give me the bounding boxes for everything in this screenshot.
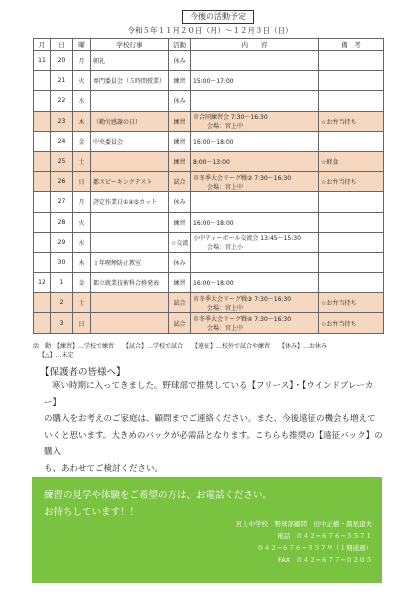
header-notes: 備 考 [319, 39, 384, 51]
weekday-cell-text: 水 [78, 239, 85, 247]
day-cell-text: 1 [59, 279, 64, 287]
day-cell-text: 27 [57, 198, 66, 206]
content-cell-text: 16:00〜18:00 [193, 138, 234, 146]
content-cell [191, 111, 319, 131]
header-day: 日 [51, 39, 73, 51]
weekday-cell [73, 51, 91, 71]
notes-cell [319, 252, 384, 272]
schedule-row [34, 273, 384, 293]
day-cell-text: 22 [57, 97, 66, 105]
school-event-cell [91, 172, 169, 192]
activity-cell-text: 休み [173, 58, 186, 66]
month-cell [34, 151, 51, 171]
day-cell [51, 313, 73, 333]
notes-cell [319, 131, 384, 151]
activity-cell-text: 練習 [173, 138, 186, 146]
header-content: 内 容 [191, 39, 319, 51]
notes-cell [319, 212, 384, 232]
day-cell [51, 91, 73, 111]
activity-cell-text: ☆交流 [171, 239, 189, 247]
weekday-cell-text: 木 [78, 118, 85, 126]
notes-cell-text: ☆お弁当持ち [321, 300, 357, 308]
month-cell [34, 111, 51, 131]
day-cell-text: 2 [59, 299, 64, 307]
schedule-row [34, 172, 384, 192]
activity-cell-text: 練習 [173, 118, 186, 126]
day-cell-text: 21 [57, 77, 66, 85]
weekday-cell [73, 131, 91, 151]
activity-cell [169, 151, 191, 171]
weekday-cell-text: 土 [78, 159, 85, 167]
activity-cell-text: 練習 [173, 159, 186, 167]
notes-cell [319, 151, 384, 171]
school-event-cell [91, 91, 169, 111]
activity-cell [169, 51, 191, 71]
content-cell-text: 市冬季大会リーグ戦② 7:30〜16:30 [193, 174, 292, 182]
school-event-cell [91, 293, 169, 313]
content-cell-text: 16:00〜18:00 [193, 280, 234, 288]
month-cell [34, 313, 51, 333]
content-cell [191, 313, 319, 333]
activity-cell [169, 91, 191, 111]
month-cell-text: 12 [38, 279, 46, 287]
venue-text: 会場：宮上小 [207, 244, 244, 252]
activity-cell [169, 252, 191, 272]
phone-label: 電話 [277, 532, 291, 540]
weekday-cell [73, 313, 91, 333]
weekday-cell [73, 252, 91, 272]
activity-cell [169, 111, 191, 131]
weekday-cell-text: 月 [78, 58, 85, 66]
content-cell [191, 192, 319, 212]
table-header-row [34, 39, 384, 51]
school-event-cell [91, 131, 169, 151]
day-cell [51, 212, 73, 232]
weekday-cell-text: 火 [78, 78, 85, 86]
school-event-cell-text: 専門委員会（５時間授業） [93, 78, 166, 86]
content-cell [191, 151, 319, 171]
weekday-cell [73, 71, 91, 91]
day-cell [51, 172, 73, 192]
weekday-cell [73, 212, 91, 232]
activity-cell-text: 試合 [173, 320, 186, 328]
month-cell-text: 11 [38, 57, 46, 65]
day-cell-text: 24 [57, 137, 66, 145]
day-cell-text: 29 [57, 238, 66, 246]
content-cell [191, 131, 319, 151]
notes-cell-text: ☆お弁当持ち [321, 179, 357, 187]
day-cell [51, 273, 73, 293]
school-event-cell-text: １年喫煙防止教室 [93, 259, 142, 267]
month-cell [34, 71, 51, 91]
notes-cell [319, 192, 384, 212]
phone-number[interactable]: ０４２−６７６−５５７９（１期通過） [257, 544, 372, 552]
notes-cell [319, 71, 384, 91]
school-event-cell-text: （勤労感謝の日） [93, 118, 142, 126]
activity-cell [169, 212, 191, 232]
school-event-cell-text: 評定作業日①④⑤カット [93, 199, 158, 207]
content-cell-text: 15:00〜17:00 [193, 78, 234, 86]
schedule-row [34, 313, 384, 333]
content-cell [191, 293, 319, 313]
notes-cell-text: ☆軽食 [321, 159, 339, 167]
activity-cell [169, 232, 191, 252]
day-cell-text: 20 [57, 57, 66, 65]
month-cell [34, 91, 51, 111]
day-cell-text: 30 [57, 258, 66, 266]
day-cell [51, 293, 73, 313]
month-cell [34, 212, 51, 232]
month-cell [34, 192, 51, 212]
contact-box [32, 477, 382, 583]
notes-cell-text: ☆お弁当持ち [321, 320, 357, 328]
notes-cell [319, 111, 384, 131]
month-cell [34, 51, 51, 71]
activity-cell-text: 休み [173, 199, 186, 207]
weekday-cell [73, 192, 91, 212]
school-event-cell [91, 212, 169, 232]
venue-text: 会場：宮上中 [207, 123, 244, 131]
schedule-row [34, 252, 384, 272]
school-event-cell [91, 313, 169, 333]
content-cell [191, 172, 319, 192]
notice-heading: 【保護者の皆様へ】 [40, 367, 126, 378]
notice-line: の購入をお考えのご家庭は、顧問までご連絡ください。また、今後遠征の機会も増えて [44, 414, 376, 424]
day-cell-text: 25 [57, 158, 66, 166]
day-cell [51, 252, 73, 272]
notes-cell [319, 273, 384, 293]
month-cell [34, 172, 51, 192]
activity-cell-text: 練習 [173, 219, 186, 227]
weekday-cell-text: 水 [78, 98, 85, 106]
activity-cell-text: 試合 [173, 179, 186, 187]
content-cell [191, 212, 319, 232]
header-month: 月 [34, 39, 51, 51]
weekday-cell-text: 月 [78, 199, 85, 207]
school-event-cell-text: 中央委員会 [93, 138, 124, 146]
activity-cell-text: 練習 [173, 280, 186, 288]
schedule-row [34, 71, 384, 91]
schedule-table [33, 38, 384, 334]
schedule-row [34, 131, 384, 151]
weekday-cell [73, 232, 91, 252]
activity-cell [169, 172, 191, 192]
schedule-period: 令和５年１１月２０日（月）〜１２月３日（日） [127, 26, 293, 35]
notice-body [44, 378, 384, 477]
weekday-cell [73, 111, 91, 131]
activity-cell-text: 休み [173, 98, 186, 106]
content-cell-text: 市冬季大会リーグ戦③ 7:30〜16:30 [193, 295, 292, 303]
school-event-cell-text: 朝礼 [93, 58, 106, 66]
content-cell [191, 252, 319, 272]
weekday-cell-text: 金 [78, 138, 85, 146]
invite-message: 練習の見学や体験をご希望の方は、お電話ください。 [44, 490, 273, 501]
weekday-cell [73, 91, 91, 111]
schedule-row [34, 91, 384, 111]
school-event-cell [91, 232, 169, 252]
school-event-cell-text: 都スピーキングテスト [93, 179, 153, 187]
month-cell [34, 252, 51, 272]
schedule-row [34, 212, 384, 232]
legend-line: 【△】…未定 [39, 352, 74, 359]
schedule-row [34, 51, 384, 71]
day-cell [51, 111, 73, 131]
activity-legend [33, 342, 327, 360]
legend-line: 活 動 【練習】…学校で練習 【試合】…学校で試合 【遠征】…校外で試合や練習 【休み】…お休み [33, 343, 328, 350]
schedule-row [34, 232, 384, 252]
notice-line: 寒い時期に入ってきました。野球部で推奨している【フリース】・【ウインドブレーカー】 [44, 381, 374, 408]
venue-text: 会場：宮上中 [207, 183, 244, 191]
schedule-row [34, 111, 384, 131]
notes-cell [319, 293, 384, 313]
notes-cell [319, 232, 384, 252]
content-cell [191, 91, 319, 111]
notes-cell [319, 91, 384, 111]
school-event-cell [91, 111, 169, 131]
notes-cell [319, 172, 384, 192]
month-cell [34, 273, 51, 293]
activity-cell-text: 試合 [173, 300, 186, 308]
weekday-cell [73, 172, 91, 192]
school-event-cell [91, 71, 169, 91]
fax-label: FAX [278, 556, 291, 564]
month-cell [34, 293, 51, 313]
content-cell [191, 51, 319, 71]
notes-cell [319, 313, 384, 333]
activity-cell-text: 練習 [173, 78, 186, 86]
day-cell-text: 23 [57, 117, 66, 125]
day-cell-text: 3 [59, 319, 64, 327]
day-cell-text: 28 [57, 218, 66, 226]
notice-line: いくと思います。大きめのバックが必需品となります。こちらも推奨の【遠征バック】の購入 [44, 430, 383, 457]
phone-number[interactable]: ０４２−６７６−５５７１ [296, 532, 372, 540]
schedule-title: 今後の活動予定 [182, 10, 254, 24]
month-cell [34, 232, 51, 252]
activity-cell [169, 313, 191, 333]
weekday-cell-text: 金 [78, 280, 85, 288]
activity-cell [169, 293, 191, 313]
weekday-cell-text: 火 [78, 219, 85, 227]
day-cell [51, 131, 73, 151]
activity-cell [169, 192, 191, 212]
activity-cell [169, 131, 191, 151]
month-cell [34, 131, 51, 151]
schedule-row [34, 293, 384, 313]
notice-line: も、あわせてご検討ください。 [44, 463, 164, 474]
school-event-cell-text: 都立就業技術科合格発表 [93, 280, 160, 288]
weekday-cell-text: 日 [78, 179, 85, 187]
venue-text: 会場：宮上中 [207, 304, 244, 312]
content-cell-text: 16:00〜18:00 [193, 219, 234, 227]
content-cell-text: 8:00〜13:00 [193, 159, 230, 167]
school-event-cell [91, 192, 169, 212]
contact-organization: 宮上中学校 野球部顧問 田中正樹・諏星建夫 [235, 520, 372, 528]
day-cell [51, 232, 73, 252]
content-cell-text: 市冬季大会リーグ戦④ 7:30〜16:30 [193, 316, 292, 324]
contact-info [236, 518, 373, 566]
school-event-cell [91, 273, 169, 293]
content-cell [191, 232, 319, 252]
weekday-cell-text: 土 [78, 300, 85, 308]
schedule-row [34, 192, 384, 212]
weekday-cell-text: 木 [78, 259, 85, 267]
school-event-cell [91, 151, 169, 171]
notes-cell [319, 51, 384, 71]
weekday-cell [73, 273, 91, 293]
weekday-cell-text: 日 [78, 320, 85, 328]
content-cell [191, 273, 319, 293]
content-cell [191, 71, 319, 91]
header-school-event: 学校行事 [91, 39, 169, 51]
notes-cell-text: ☆お弁当持ち [321, 118, 357, 126]
weekday-cell [73, 151, 91, 171]
school-event-cell [91, 51, 169, 71]
weekday-cell [73, 293, 91, 313]
activity-cell [169, 71, 191, 91]
fax-number: ０４２−６７７−０２０５ [296, 556, 372, 564]
day-cell [51, 151, 73, 171]
content-cell-text: 小中ティーボール交流会 13:45〜15:30 [193, 235, 301, 243]
activity-cell [169, 273, 191, 293]
venue-text: 会場：宮上中 [207, 325, 244, 333]
day-cell [51, 71, 73, 91]
day-cell-text: 26 [57, 178, 66, 186]
invite-message: お待ちしています！！ [44, 507, 140, 518]
day-cell [51, 192, 73, 212]
school-event-cell [91, 252, 169, 272]
header-weekday: 曜 [73, 39, 91, 51]
header-activity: 活動 [169, 39, 191, 51]
schedule-row [34, 151, 384, 171]
activity-cell-text: 休み [173, 259, 186, 267]
content-cell-text: 市合同練習会 7:30〜16:30 [193, 114, 268, 122]
day-cell [51, 51, 73, 71]
